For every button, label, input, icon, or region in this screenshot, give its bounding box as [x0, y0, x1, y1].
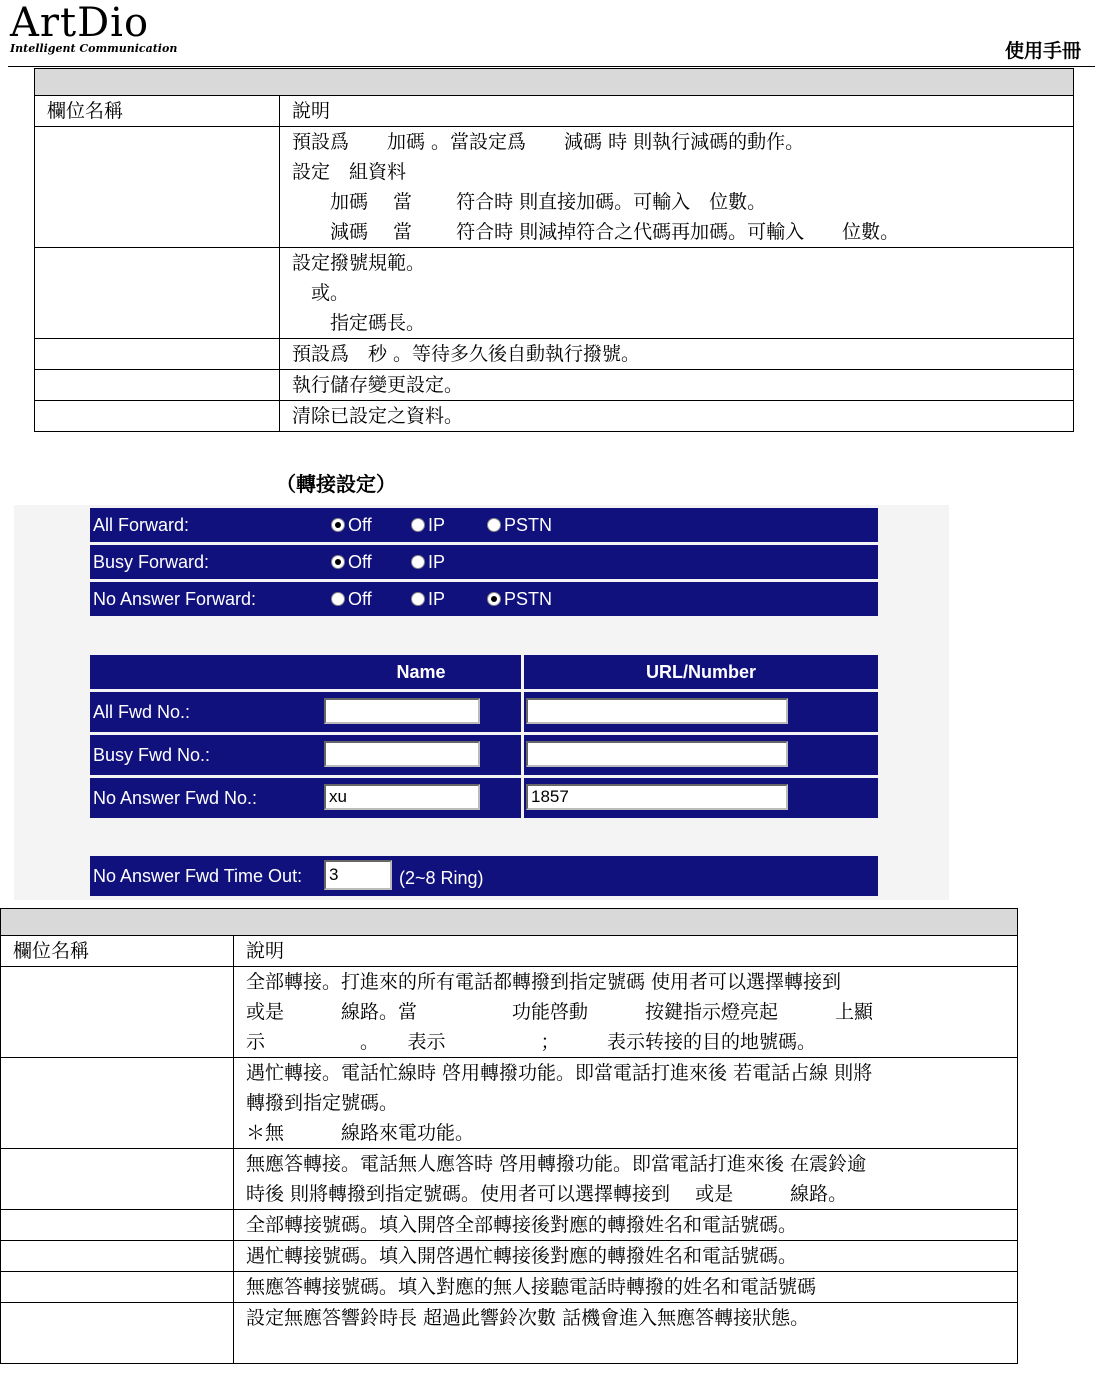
radio-label: Off: [348, 552, 372, 572]
forward-option[interactable]: [331, 508, 372, 542]
field-description-cell: [234, 1241, 1018, 1272]
description-line: 設定 組資料: [292, 161, 407, 183]
logo-tagline: Intelligent Communication: [10, 42, 178, 55]
field-description-cell: [234, 967, 1018, 1058]
name-cell: [321, 735, 521, 775]
forward-option[interactable]: [487, 582, 552, 616]
field-name-cell: [1, 1058, 234, 1149]
table-row: [35, 127, 1074, 248]
forward-option[interactable]: [411, 545, 445, 579]
forward-mode-label: All Forward:: [90, 508, 321, 542]
forward-mode-label: No Answer Forward:: [90, 582, 321, 616]
forward-mode-options: [321, 508, 878, 542]
forward-number-input[interactable]: [526, 741, 788, 767]
field-description-cell: [234, 1272, 1018, 1303]
radio-label: Off: [348, 589, 372, 609]
radio-label: Off: [348, 515, 372, 535]
description-line: 清除已設定之資料。: [292, 405, 464, 427]
table-row: [1, 1241, 1018, 1272]
table-title-row: [1, 909, 1018, 936]
url-cell: [524, 735, 878, 775]
name-column-header: Name: [321, 655, 521, 689]
timeout-hint: (2~8 Ring): [399, 868, 484, 888]
url-cell: [524, 692, 878, 732]
url-column-header: URL/Number: [524, 655, 878, 689]
forward-option[interactable]: [411, 508, 445, 542]
field-name-cell: [35, 339, 280, 370]
forward-option[interactable]: [487, 508, 552, 542]
description-line: 無應答轉接。電話無人應答時 啓用轉撥功能。即當電話打進來後 在震鈴逾: [246, 1153, 867, 1175]
table-row: [35, 339, 1074, 370]
description-line: 執行儲存變更設定。: [292, 374, 464, 396]
field-description-cell: [234, 1058, 1018, 1149]
table-row: [1, 1272, 1018, 1303]
name-cell: [321, 692, 521, 732]
forward-number-input[interactable]: 1857: [526, 784, 788, 810]
description-line: 加碼 當 符合時 則直接加碼。可輸入 位數。: [292, 191, 767, 213]
radio-button[interactable]: [487, 518, 501, 532]
description-line: 遇忙轉接。電話忙線時 啓用轉撥功能。即當電話打進來後 若電話占線 則將: [246, 1062, 873, 1084]
radio-label: PSTN: [504, 515, 553, 535]
radio-label: IP: [428, 515, 446, 535]
forward-option[interactable]: [411, 582, 445, 616]
radio-button[interactable]: [411, 555, 425, 569]
description-line: 預設爲 秒 。等待多久後自動執行撥號。: [292, 343, 641, 365]
column-header-field-name: 欄位名稱: [35, 96, 280, 127]
radio-label: PSTN: [504, 589, 553, 609]
description-line: ＊無 線路來電功能。: [246, 1122, 475, 1144]
forward-number-label: Busy Fwd No.:: [90, 735, 321, 775]
table-title-row: [35, 69, 1074, 96]
table-header-row: [35, 96, 1074, 127]
column-header-description: 說明: [280, 96, 1074, 127]
radio-button[interactable]: [411, 518, 425, 532]
field-name-cell: [35, 401, 280, 432]
forward-mode-options: [321, 545, 878, 579]
description-line: 設定撥號規範。: [292, 252, 426, 274]
description-line: 或是 線路。當 功能啓動 按鍵指示燈亮起 上顯: [246, 1001, 874, 1023]
field-name-cell: [35, 127, 280, 248]
field-description-cell: [280, 370, 1074, 401]
forward-name-input[interactable]: [324, 741, 480, 767]
field-description-cell: [234, 1303, 1018, 1364]
description-line: 示 。 表示 ； 表示转接的目的地號碼。: [246, 1031, 817, 1053]
artdio-logo: [10, 2, 177, 55]
description-line: 設定無應答響鈴時長 超過此響鈴次數 話機會進入無應答轉接狀態。: [246, 1307, 810, 1329]
forward-number-input[interactable]: [526, 698, 788, 724]
table-row: [1, 1210, 1018, 1241]
column-header-field-name: 欄位名稱: [1, 936, 234, 967]
radio-button[interactable]: [331, 592, 345, 606]
radio-button[interactable]: [487, 592, 501, 606]
forward-name-input[interactable]: [324, 698, 480, 724]
field-description-cell: [280, 401, 1074, 432]
description-line: 減碼 當 符合時 則減掉符合之代碼再加碼。可輸入 位數。: [292, 221, 900, 243]
field-name-cell: [35, 370, 280, 401]
description-line: 指定碼長。: [292, 312, 426, 334]
field-name-cell: [1, 1303, 234, 1364]
field-description-cell: [280, 248, 1074, 339]
name-cell: [321, 778, 521, 818]
description-line: 預設爲 加碼 。當設定爲 減碼 時 則執行減碼的動作。: [292, 131, 805, 153]
field-description-table-2: [0, 908, 1018, 1364]
description-line: 或。: [292, 282, 350, 304]
header-divider: [8, 66, 1095, 67]
description-line: 全部轉接。打進來的所有電話都轉撥到指定號碼 使用者可以選擇轉接到: [246, 971, 842, 993]
radio-label: IP: [428, 552, 446, 572]
document-title: 使用手冊: [1004, 40, 1081, 62]
field-description-cell: [234, 1149, 1018, 1210]
table-title-cell: [35, 69, 1074, 96]
table-header-row: [1, 936, 1018, 967]
forward-mode-options: [321, 582, 878, 616]
forward-number-label: No Answer Fwd No.:: [90, 778, 321, 818]
table-row: [35, 370, 1074, 401]
description-line: [246, 1333, 1017, 1363]
forward-option[interactable]: [331, 545, 372, 579]
logo-wordmark: ArtDio: [10, 0, 150, 46]
field-name-cell: [1, 967, 234, 1058]
radio-button[interactable]: [331, 555, 345, 569]
field-name-cell: [1, 1210, 234, 1241]
table-row: [1, 1058, 1018, 1149]
forward-option[interactable]: [331, 582, 372, 616]
figure-caption: （轉接設定）: [276, 472, 396, 496]
table-title-cell: [1, 909, 1018, 936]
forward-settings-screenshot: [14, 505, 949, 900]
forward-name-input[interactable]: xu: [324, 784, 480, 810]
field-name-cell: [1, 1149, 234, 1210]
description-line: 全部轉接號碼。填入開啓全部轉接後對應的轉撥姓名和電話號碼。: [246, 1214, 798, 1236]
field-description-cell: [280, 127, 1074, 248]
table-row: [1, 967, 1018, 1058]
table-row: [35, 248, 1074, 339]
description-line: 時後 則將轉撥到指定號碼。使用者可以選擇轉接到 或是 線路。: [246, 1183, 848, 1205]
description-line: 遇忙轉接號碼。填入開啓遇忙轉接後對應的轉撥姓名和電話號碼。: [246, 1245, 798, 1267]
field-description-cell: [234, 1210, 1018, 1241]
forward-number-label: All Fwd No.:: [90, 692, 321, 732]
timeout-label: No Answer Fwd Time Out:: [90, 856, 321, 896]
header-blank-cell: [90, 655, 321, 689]
radio-button[interactable]: [411, 592, 425, 606]
url-cell: [524, 778, 878, 818]
timeout-cell: [321, 856, 878, 896]
field-name-cell: [1, 1241, 234, 1272]
field-name-cell: [1, 1272, 234, 1303]
description-line: 無應答轉接號碼。填入對應的無人接聽電話時轉撥的姓名和電話號碼: [246, 1276, 817, 1298]
description-line: 轉撥到指定號碼。: [246, 1092, 399, 1114]
field-description-table-1: [34, 68, 1074, 432]
forward-mode-label: Busy Forward:: [90, 545, 321, 579]
timeout-input[interactable]: 3: [324, 860, 392, 890]
column-header-description: 說明: [234, 936, 1018, 967]
table-row: [35, 401, 1074, 432]
table-row: [1, 1149, 1018, 1210]
radio-button[interactable]: [331, 518, 345, 532]
table-row: [1, 1303, 1018, 1364]
field-description-cell: [280, 339, 1074, 370]
field-name-cell: [35, 248, 280, 339]
radio-label: IP: [428, 589, 446, 609]
